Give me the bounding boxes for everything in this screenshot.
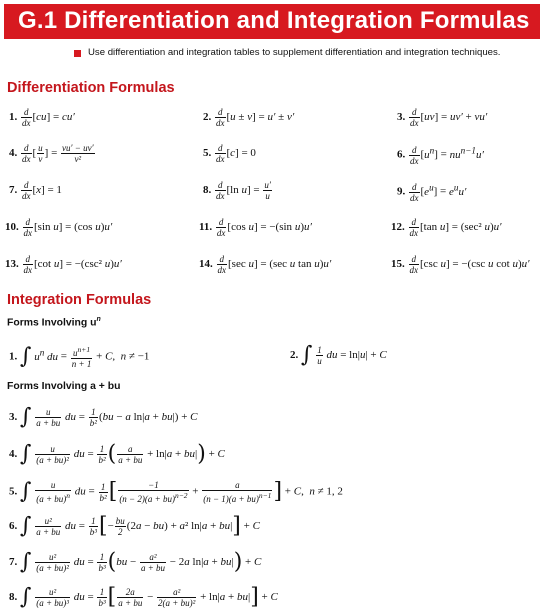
int-formula-8: 8. ∫ $\frac{\text{u²}}{\text{(a + bu)³}}$ du = $\frac{1}{\text{b³}}$ [ $\frac{2a}{a + bu}$ − $\frac{\text{a²}}{\text{2(a + bu)²}}$ + ln|a + bu|] + C <box>9 584 278 610</box>
diff-formula-14: 14. $\frac{d}{dx}$ [sec u] = (sec u tan u)u′ <box>199 254 332 275</box>
diff-formula-15: 15. $\frac{d}{dx}$ [csc u] = −(csc u cot u)u′ <box>391 254 530 275</box>
diff-formula-7: 7. $\frac{d}{dx}$ [x] = 1 <box>9 180 62 201</box>
diff-formula-13: 13. $\frac{d}{dx}$ [cot u] = −(csc² u)u′ <box>5 254 122 275</box>
page-title: G.1 Differentiation and Integration Formulas <box>18 7 530 34</box>
int-formula-3: 3. ∫ $\frac{u}{a + bu}$ du = $\frac{1}{\text{b²}}$ (bu − a ln|a + bu|) + C <box>9 404 198 430</box>
int-formula-7: 7. ∫ $\frac{\text{u²}}{\text{(a + bu)²}}$ du = $\frac{1}{\text{b³}}$ (bu − $\frac{\text{a²}}{a + bu}$ − 2a ln|a + bu|) + C <box>9 549 262 575</box>
diff-formula-6: 6. $\frac{d}{dx}$ $[u^n] = nu^{n-1}u'$ <box>397 144 484 166</box>
forms-u-n-heading <box>7 316 101 328</box>
title-banner <box>4 4 540 39</box>
int-formula-6: 6. ∫ $\frac{\text{u²}}{a + bu}$ du = $\frac{1}{\text{b³}}$ [− $\frac{bu}{2}$ (2a − bu) + a² ln|a + bu|] + C <box>9 513 260 539</box>
diff-formula-12: 12. $\frac{d}{dx}$ [tan u] = (sec² u)u′ <box>391 217 502 238</box>
bullet-square <box>74 50 81 57</box>
diff-formula-5: 5. $\frac{d}{dx}$ [c] = 0 <box>203 143 256 164</box>
forms-u-n-sup: n <box>96 316 101 323</box>
forms-a-bu-heading: Forms Involving a + bu <box>7 381 121 392</box>
intro-text: Use differentiation and integration tables to supplement differentiation and integration techniques. <box>88 47 501 58</box>
diff-formula-9: 9. $\frac{d}{dx}$ $[e^u] = e^uu'$ <box>397 181 467 203</box>
int-formula-4: 4. ∫ $\frac{u}{\text{(a + bu)²}}$ du = $\frac{1}{\text{b²}}$ ( $\frac{a}{a + bu}$ + ln|a + bu|) + C <box>9 441 225 467</box>
int-formula-2: 2. ∫ $\frac{1}{u}$ du = ln|u| + C <box>290 342 387 368</box>
differentiation-heading: Differentiation Formulas <box>7 80 175 96</box>
diff-formula-11: 11. $\frac{d}{dx}$ [cos u] = −(sin u)u′ <box>199 217 312 238</box>
diff-formula-3: 3. $\frac{d}{dx}$ [uv] = uv′ + vu′ <box>397 107 488 128</box>
diff-formula-2: 2. $\frac{d}{dx}$ [u ± v] = u′ ± v′ <box>203 107 295 128</box>
diff-formula-1: 1. $\frac{d}{dx}$ [cu] = cu′ <box>9 107 75 128</box>
int-formula-5: 5. ∫ $\frac{u}{(a + bu)^n}$ du = $\frac{1}{\text{b²}}$ [ $\frac{-1}{(n - 2)(a + bu)^{n-2}}$ + $\frac{a}{(n - 1)(a + bu)^{n-1}}$ ] + C, n ≠ 1, 2 <box>9 479 343 504</box>
diff-formula-8: 8. $\frac{d}{dx}$ [ln u] = $\frac{u'}{u}$ <box>203 180 271 201</box>
integration-heading: Integration Formulas <box>7 292 152 308</box>
diff-formula-10: 10. $\frac{d}{dx}$ [sin u] = (cos u)u′ <box>5 217 113 238</box>
forms-u-n-label: Forms Involving u <box>7 317 97 329</box>
diff-formula-4: 4. $\frac{d}{dx}$ [ $\frac{u}{v}$ ] = $\frac{vu' - uv'}{\text{v²}}$ <box>9 143 94 164</box>
int-formula-1: 1. ∫ $u^n$ du = $\frac{u^{n+1}}{n + 1}$ + C, n ≠ −1 <box>9 344 150 370</box>
